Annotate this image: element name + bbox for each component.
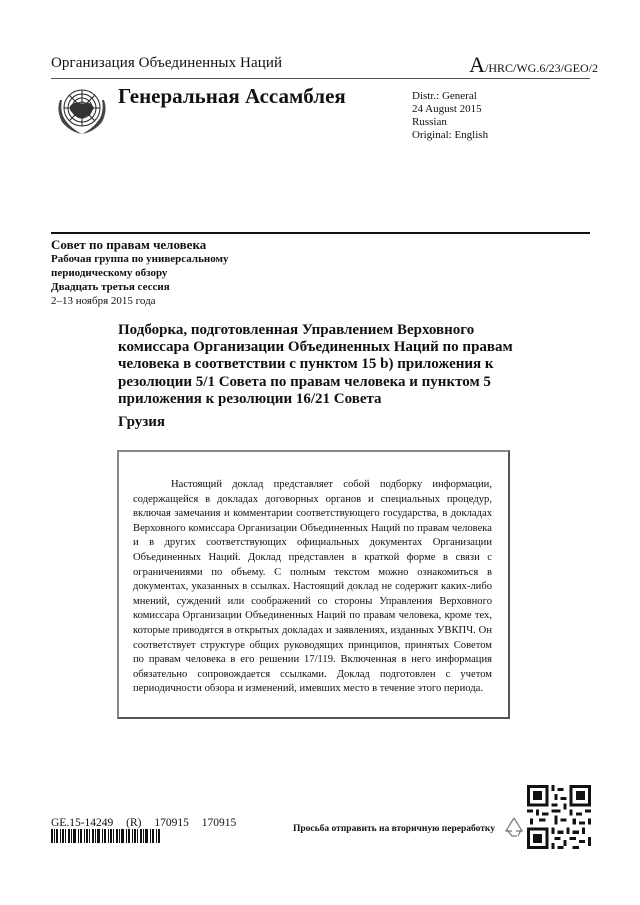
working-group-line2: периодическому обзору (51, 267, 168, 279)
symbol-rest: /HRC/WG.6/23/GEO/2 (485, 61, 598, 75)
session-dates: 2–13 ноября 2015 года (51, 295, 156, 307)
country-name: Грузия (118, 414, 166, 430)
council-block (51, 238, 229, 308)
summary-paragraph: Настоящий доклад представляет собой подборку информации, содержащейся в докладах договорных органов и специальных процедур, включая замечания и комментарии соответствующего государства, в докладах Верховного комиссара Организации Объединенных Наций по правам человека и в других соответствующих официальных документах Организации Объединенных Наций. Доклад представлен в краткой форме в связи с ограничениями по объему. С полным текстом можно ознакомиться в документах, указанных в ссылках. Настоящий доклад не содержит каких-либо мнений, суждений или соображений со стороны Управления Верховного комиссара Организации Объединенных Наций по правам человека, кроме тех, которые приводятся в открытых докладах и заявлениях, изданных УВКПЧ. Он соответствует структуре общих руководящих принципов, принятых Советом по правам человека в его решении 17/119. Включенная в него информация обязательно сопровождается ссылками. Доклад подготовлен с учетом периодичности обзора и изменений, имевших место в течение этого периода. (133, 479, 492, 695)
document-symbol (469, 52, 598, 78)
header-rule (51, 78, 590, 79)
job-number: GE.15-14249 (R) (51, 817, 142, 829)
working-group-line1: Рабочая группа по универсальному (51, 253, 229, 265)
distribution-status: Distr.: General (412, 90, 477, 102)
job-number-line (51, 817, 236, 829)
distribution-language: Russian (412, 116, 447, 128)
body-name: Генеральная Ассамблея (118, 84, 346, 108)
barcode-icon (51, 829, 161, 843)
recycle-icon (503, 816, 525, 838)
distribution-original: Original: English (412, 129, 489, 141)
recycle-note: Просьба отправить на вторичную переработку (293, 824, 495, 834)
footer-date-2: 170915 (201, 817, 237, 829)
symbol-prefix: A (469, 52, 485, 77)
distribution-block (412, 90, 488, 142)
footer-date-1: 170915 (154, 817, 189, 829)
council-name: Совет по правам человека (51, 237, 207, 252)
summary-text-block (133, 478, 492, 697)
distribution-date: 24 August 2015 (412, 103, 482, 115)
document-title: Подборка, подготовленная Управлением Верховного комиссара Организации Объединенных Наций по правам человека в соответствии с пунктом 15 b) приложения к резолюции 5/1 Совета по правам человека и пунктом 5 приложения к резолюции 16/21 Совета (118, 322, 513, 407)
section-rule (51, 232, 590, 234)
un-emblem-icon (52, 80, 112, 140)
qr-code-icon (527, 785, 591, 849)
organization-name: Организация Объединенных Наций (51, 55, 283, 71)
session-name: Двадцать третья сессия (51, 281, 170, 293)
